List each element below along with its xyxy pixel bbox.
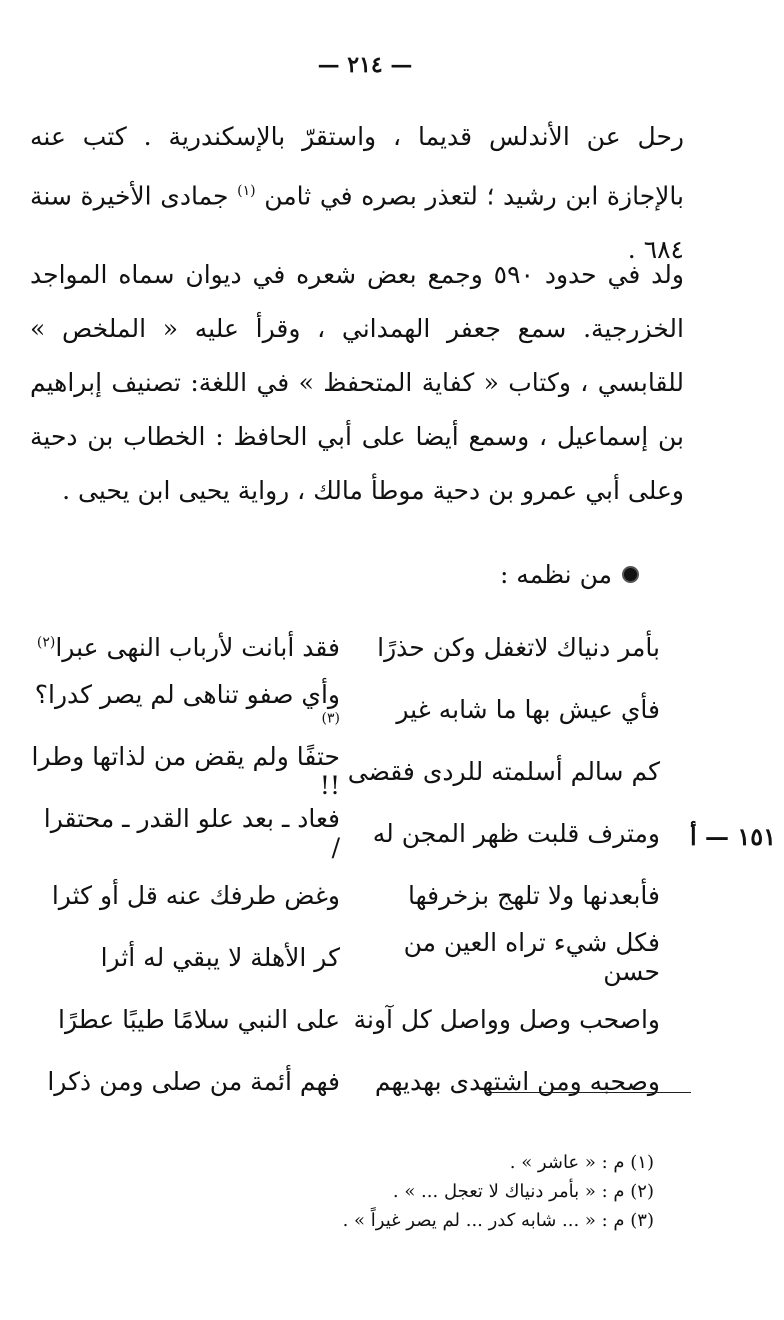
poem-verse — [30, 864, 660, 926]
poem-verse — [30, 740, 660, 802]
paragraph1-text-a: رحل عن الأندلس قديما ، واستقرّ بالإسكندرية . كتب عنه بالإجازة ابن رشيد ؛ لتعذر بصره في ثامن — [30, 122, 684, 211]
verse-second-hemistich: فعاد ـ بعد علو القدر ـ محتقرا / — [43, 804, 340, 862]
bullet-icon — [622, 566, 639, 583]
paragraph-biography-2 — [30, 248, 684, 518]
footnote-1: (١) م : « عاشر » . — [509, 1152, 654, 1173]
footnotes — [94, 1148, 654, 1235]
verse-second-hemistich — [30, 680, 340, 738]
poem-verse — [30, 678, 660, 740]
poem-verse — [30, 988, 660, 1050]
section-heading-text: من نظمه : — [499, 560, 612, 589]
verse-second-hemistich: كر الأهلة لا يبقي له أثرا — [100, 942, 340, 972]
poem-verse — [30, 1050, 660, 1112]
page-number: — ٢١٤ — — [317, 52, 413, 78]
verse-first-hemistich: واصحب وصل وواصل كل آونة — [353, 1004, 660, 1034]
paragraph2-text: ولد في حدود ٥٩٠ وجمع بعض شعره في ديوان سماه المواجد الخزرجية. سمع جعفر الهمداني ، وقرأ عليه « الملخص » للقابسي ، وكتاب « كفاية المتحفظ » في اللغة: تصنيف إبراهيم بن إسماعيل ، وسمع أيضا على أبي الحافظ : الخطاب بن دحية وعلى أبي عمرو بن دحية موطأ مالك ، رواية يحيى ابن يحيى . — [30, 260, 684, 505]
poem-verse — [30, 802, 660, 864]
verse-second-hemistich: فهم أئمة من صلى ومن ذكرا — [47, 1066, 340, 1096]
poem — [30, 616, 660, 1112]
verse-first-hemistich: وصحبه ومن اشتهدى بهديهم — [374, 1066, 660, 1096]
footnote-3: (٣) م : « ... شابه كدر ... لم يصر غيراً » . — [342, 1210, 654, 1231]
verse-first-hemistich: فأي عيش بها ما شابه غير — [396, 694, 660, 724]
section-heading — [500, 560, 639, 589]
verse-second-hemistich: وغض طرفك عنه قل أو كثرا — [51, 880, 340, 910]
verse-second-hemistich: على النبي سلامًا طيبًا عطرًا — [58, 1004, 340, 1034]
verse-first-hemistich: فأبعدنها ولا تلهج بزخرفها — [408, 880, 660, 910]
verse-second-hemistich-text: فقد أبانت لأرباب النهى عبرا — [55, 632, 340, 662]
poem-verse — [30, 616, 660, 678]
verse-second-hemistich: حتفًا ولم يقض من لذاتها وطرا !! — [31, 742, 340, 800]
verse-second-hemistich — [30, 633, 340, 662]
verse-first-hemistich: بأمر دنياك لاتغفل وكن حذرًا — [377, 632, 660, 662]
manuscript-folio-marker: ١٥١ — أ — [689, 822, 776, 851]
verse-first-hemistich: فكل شيء تراه العين من حسن — [403, 928, 660, 986]
poem-verse — [30, 926, 660, 988]
verse-first-hemistich: كم سالم أسلمته للردى فقضى — [347, 756, 660, 786]
footnote-ref-2: (٢) — [36, 634, 56, 651]
footnote-divider — [486, 1092, 691, 1093]
footnote-2: (٢) م : « بأمر دنياك لا تعجل ... » . — [392, 1181, 654, 1202]
footnote-ref-3: (٣) — [321, 710, 340, 727]
footnote-ref-1: (١) — [237, 183, 256, 199]
paragraph1-text-b: جمادى الأخيرة سنة ٦٨٤ . — [30, 181, 684, 265]
verse-second-hemistich-text: وأي صفو تناهى لم يصر كدرا؟ — [34, 680, 340, 709]
verse-first-hemistich: ومترف قلبت ظهر المجن له — [372, 818, 660, 848]
